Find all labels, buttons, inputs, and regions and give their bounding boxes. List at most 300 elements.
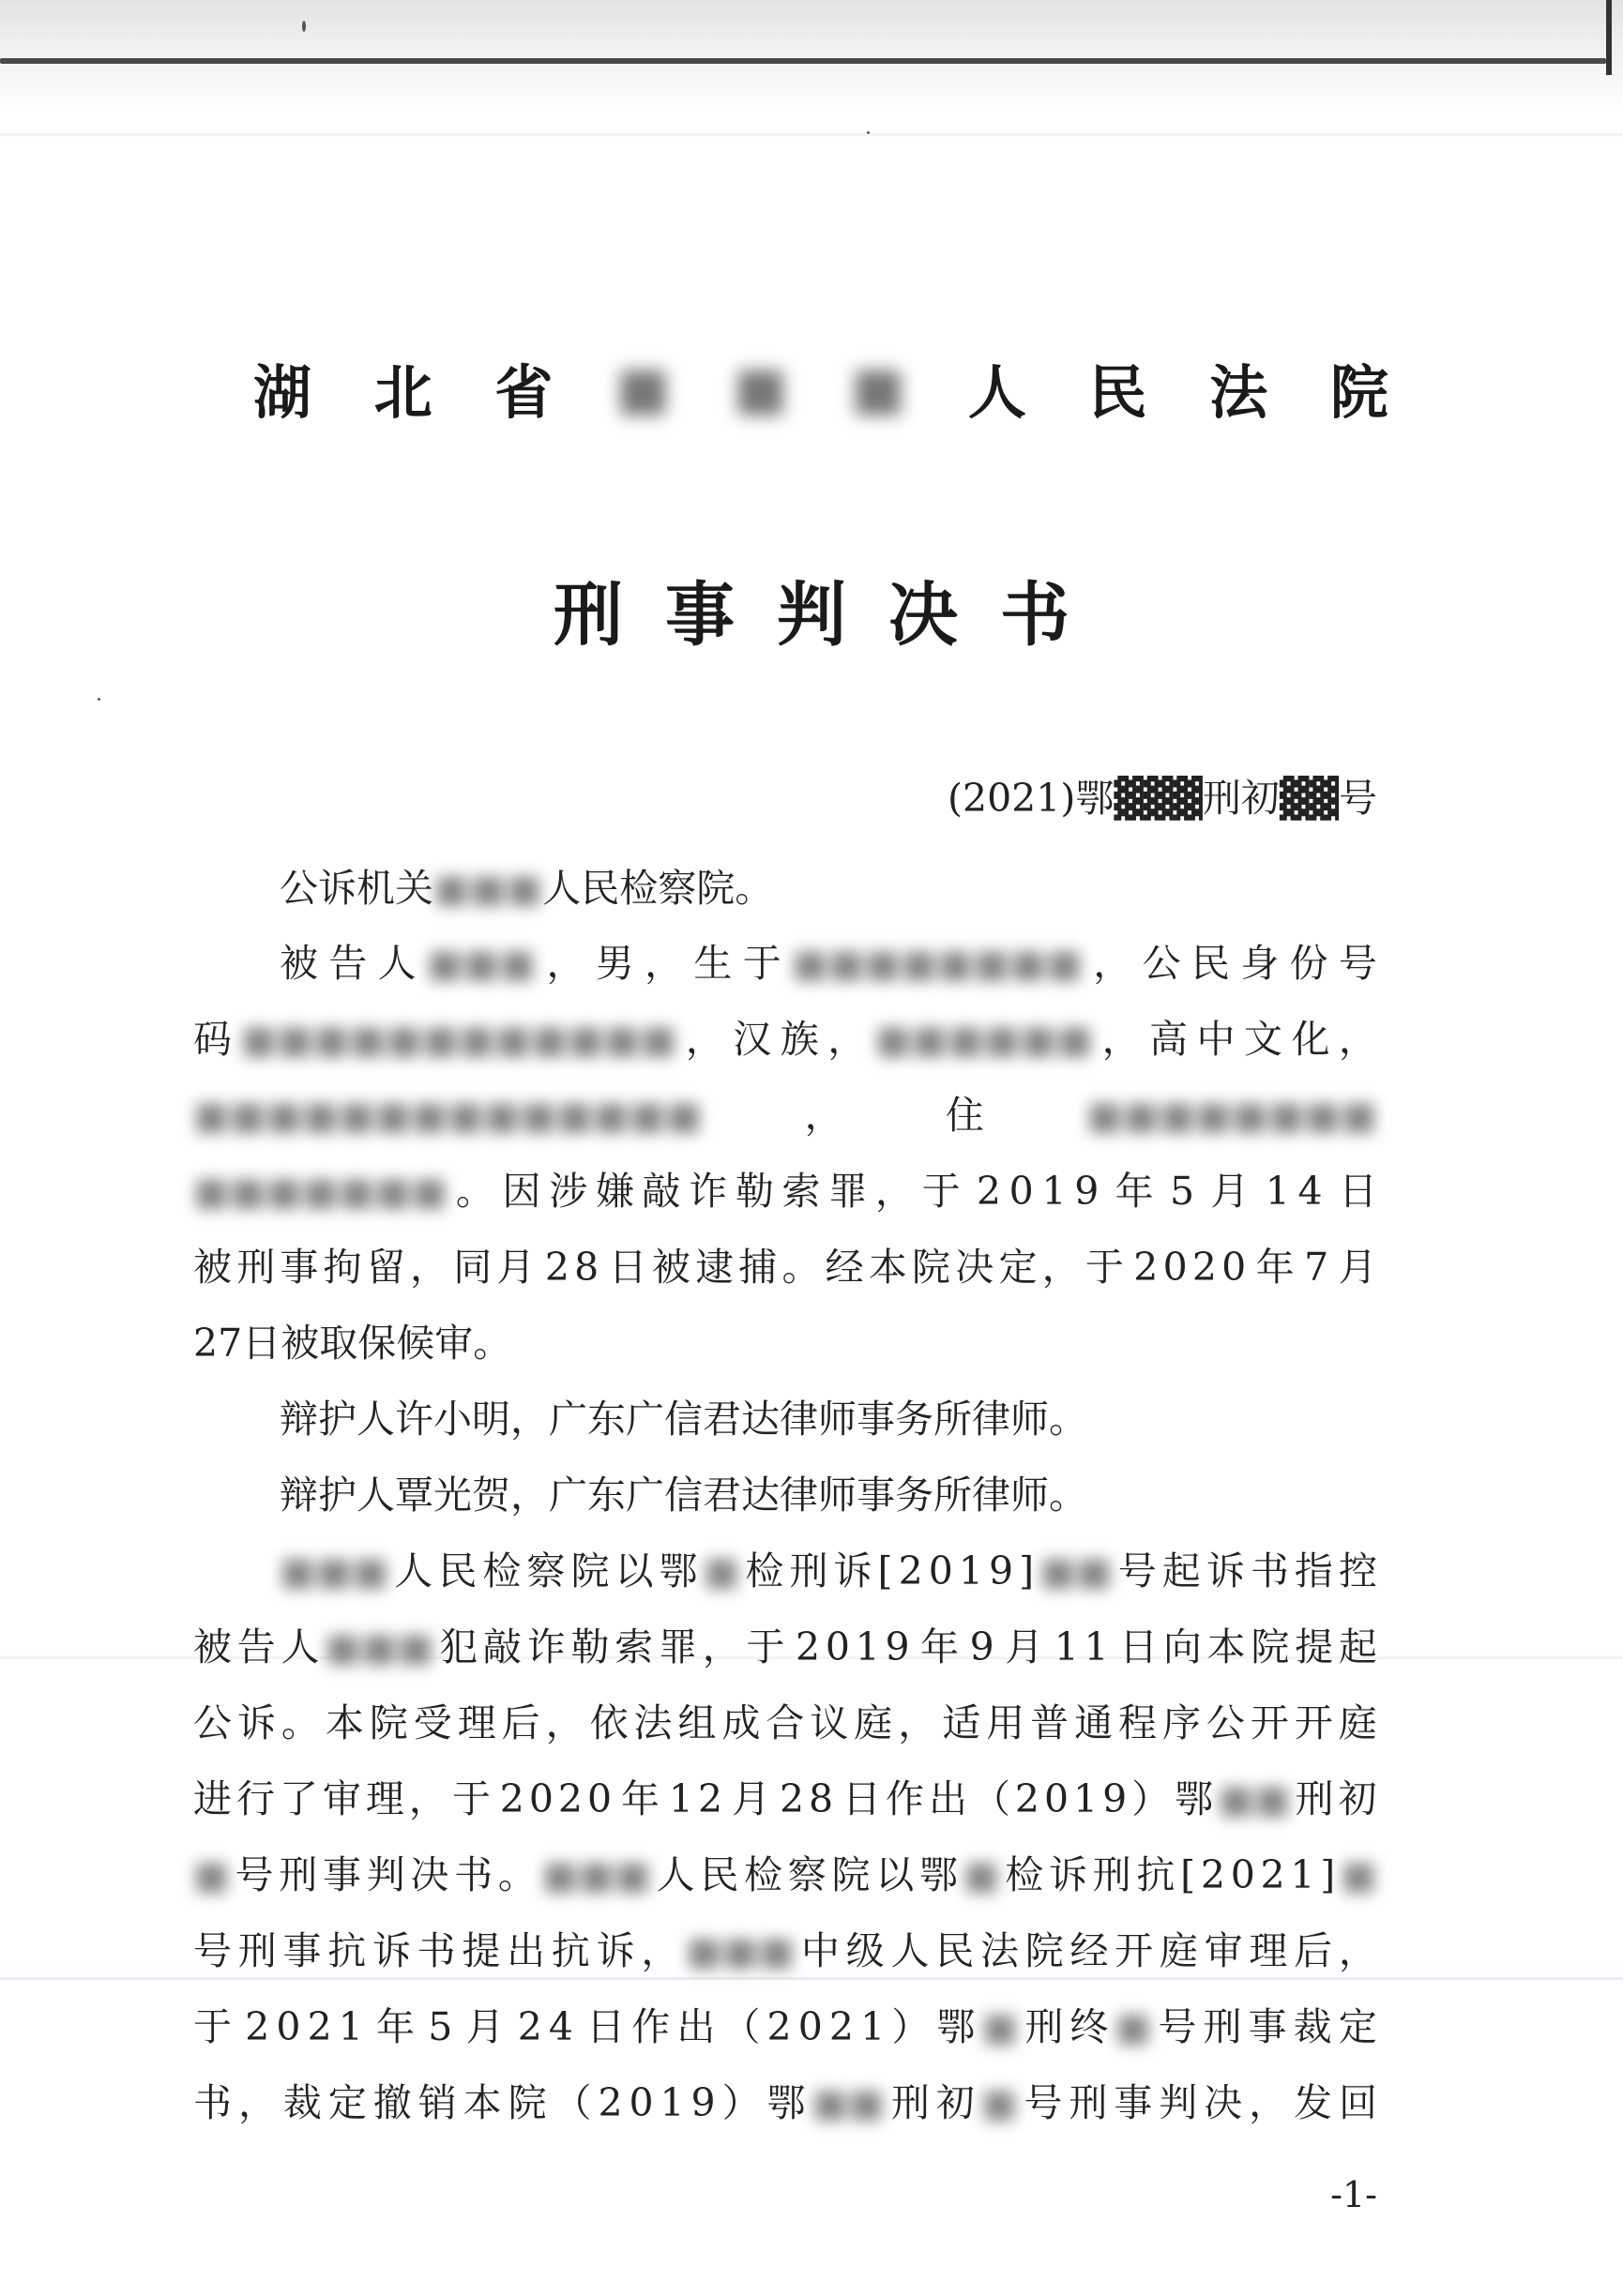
judgment-char: 诈 <box>526 1624 566 1669</box>
judgment-char: 诉 <box>372 1928 411 1973</box>
judgment-char: 检 <box>619 866 659 911</box>
judgment-char: 0 <box>586 1776 613 1821</box>
judgment-char: 初 <box>1338 1776 1377 1821</box>
judgment-char: 开 <box>1115 1928 1154 1973</box>
judgment-char: 后 <box>501 1700 540 1745</box>
judgment-char: 机 <box>356 866 395 911</box>
judgment-char: 逮 <box>695 1245 735 1290</box>
judgment-char: 0 <box>825 1624 850 1669</box>
judgment-char: ， <box>1093 941 1132 986</box>
judgment-char: 罪 <box>828 1169 868 1214</box>
judgment-line <box>193 1911 1377 1990</box>
judgment-char: 高 <box>1149 1017 1189 1062</box>
judgment-char: 。 <box>455 1169 494 1214</box>
judgment-char: 月 <box>1005 1624 1044 1669</box>
judgment-char: 律 <box>972 1473 1010 1518</box>
judgment-char: 刑 <box>1092 1852 1131 1897</box>
judgment-line <box>280 1532 1377 1610</box>
judgment-char: 民 <box>1191 941 1230 986</box>
judgment-char: 适 <box>942 1700 981 1745</box>
judgment-char: 理 <box>1249 1928 1288 1973</box>
judgment-char: 刑 <box>236 1245 276 1290</box>
redacted-text: ■ <box>1115 2004 1152 2049</box>
judgment-char: 9 <box>1102 1776 1128 1821</box>
judgment-char: 诉 <box>596 1928 635 1973</box>
judgment-char: [ <box>877 1548 893 1594</box>
judgment-char: 索 <box>781 1169 821 1214</box>
judgment-char: 于 <box>193 2004 232 2049</box>
judgment-char: 文 <box>1243 1017 1282 1062</box>
judgment-char: 号 <box>1117 1548 1157 1594</box>
judgment-char: 。 <box>473 1321 512 1366</box>
judgment-char: 1 <box>855 1624 880 1669</box>
judgment-char: ， <box>874 1169 914 1214</box>
judgment-char: 许 <box>395 1397 433 1442</box>
judgment-char: 抗 <box>327 1928 367 1973</box>
judgment-char: 0 <box>629 2080 654 2125</box>
judgment-char: 察 <box>526 1548 566 1594</box>
judgment-char: 依 <box>589 1700 629 1745</box>
judgment-char: 覃 <box>395 1473 433 1518</box>
judgment-char: 。 <box>497 1852 537 1897</box>
judgment-char: 院 <box>369 1700 408 1745</box>
judgment-char: ， <box>1338 1017 1377 1062</box>
judgment-char: 人 <box>281 1624 320 1669</box>
redacted-text: ■■ <box>1039 1548 1113 1594</box>
judgment-char: 日 <box>608 1245 647 1290</box>
judgment-char: 院 <box>1251 1624 1290 1669</box>
judgment-char: 达 <box>741 1397 780 1442</box>
judgment-char: 广 <box>626 1473 664 1518</box>
judgment-char: 师 <box>1010 1397 1049 1442</box>
judgment-line <box>193 1684 1377 1762</box>
judgment-char: 年 <box>1255 1245 1295 1290</box>
judgment-char: 1 <box>1265 1169 1290 1214</box>
judgment-char: 敲 <box>482 1624 522 1669</box>
judgment-line <box>280 924 1377 1003</box>
judgment-char: 2 <box>193 1321 219 1366</box>
judgment-char: 勒 <box>570 1624 610 1669</box>
redacted-char: ■ <box>615 353 671 422</box>
judgment-char: 广 <box>626 1397 664 1442</box>
redacted-text: ■■■■■■■■ <box>1086 1093 1377 1138</box>
judgment-char: 序 <box>1161 1700 1201 1745</box>
scan-edge-mark <box>1606 0 1612 75</box>
judgment-char: 2 <box>1133 1245 1159 1290</box>
judgment-char: 日 <box>1338 1169 1377 1214</box>
judgment-char: 护 <box>318 1473 356 1518</box>
judgment-char: 公 <box>1142 941 1181 986</box>
judgment-char: 务 <box>895 1473 933 1518</box>
judgment-char: 检 <box>1005 1852 1044 1897</box>
judgment-char: 0 <box>1043 1776 1069 1821</box>
judgment-char: 人 <box>394 1548 433 1594</box>
judgment-char: 诉 <box>236 1700 276 1745</box>
judgment-char: 月 <box>1210 1169 1250 1214</box>
judgment-char: 出 <box>928 1776 967 1821</box>
judgment-char: 捕 <box>738 1245 778 1290</box>
judgment-line <box>280 849 1377 928</box>
judgment-char: ， <box>804 1093 843 1138</box>
document-title-char: 刑 <box>554 575 623 656</box>
judgment-char: 身 <box>1240 941 1280 986</box>
judgment-char: 回 <box>1338 2080 1377 2125</box>
judgment-char: 判 <box>1159 2080 1198 2125</box>
judgment-char: 5 <box>428 2004 453 2049</box>
judgment-char: 1 <box>1041 1169 1067 1214</box>
judgment-char: ， <box>545 1700 584 1745</box>
judgment-char: 书 <box>454 1852 493 1897</box>
judgment-char: 民 <box>935 1928 975 1973</box>
judgment-char: 4 <box>548 2004 573 2049</box>
court-title <box>253 345 1388 430</box>
judgment-char: 本 <box>868 1245 907 1290</box>
judgment-char: 事 <box>322 1852 361 1897</box>
judgment-char: 合 <box>766 1700 805 1745</box>
judgment-char: 鄂 <box>936 2004 976 2049</box>
judgment-char: 公 <box>280 866 318 911</box>
judgment-char: 人 <box>377 941 417 986</box>
judgment-char: 律 <box>780 1473 818 1518</box>
judgment-char: 所 <box>933 1473 972 1518</box>
judgment-char: 法 <box>633 1700 673 1745</box>
judgment-char: 销 <box>417 2080 457 2125</box>
judgment-char: 撤 <box>372 2080 412 2125</box>
document-title-char: 判 <box>777 575 846 656</box>
judgment-char: 同 <box>453 1245 493 1290</box>
judgment-char: ] <box>1320 1852 1336 1897</box>
judgment-char: 审 <box>322 1776 361 1821</box>
judgment-char: 1 <box>668 1776 693 1821</box>
judgment-char: 于 <box>451 1776 491 1821</box>
judgment-char: 2 <box>1260 1852 1285 1897</box>
judgment-char: 决 <box>1204 2080 1243 2125</box>
judgment-char: 民 <box>438 1548 478 1594</box>
judgment-char: 东 <box>587 1397 626 1442</box>
judgment-char: 裁 <box>282 2080 322 2125</box>
judgment-char: 刑 <box>890 2080 930 2125</box>
judgment-char: 以 <box>875 1852 915 1897</box>
judgment-char: 诉 <box>1048 1852 1087 1897</box>
judgment-char: 1 <box>958 1548 983 1594</box>
judgment-char: 起 <box>1338 1624 1377 1669</box>
judgment-char: ， <box>1249 2080 1288 2125</box>
judgment-char: 察 <box>658 866 697 911</box>
court-title-char: 北 <box>373 357 432 427</box>
judgment-char: 被 <box>193 1245 232 1290</box>
judgment-char: 本 <box>1206 1624 1246 1669</box>
judgment-line <box>193 1987 1377 2066</box>
judgment-char: 君 <box>703 1397 741 1442</box>
judgment-char: 候 <box>396 1321 435 1366</box>
judgment-char: 公 <box>193 1700 232 1745</box>
judgment-char: 号 <box>193 1928 232 1973</box>
judgment-char: 2 <box>499 1776 524 1821</box>
judgment-char: 2 <box>544 1245 569 1290</box>
judgment-char: 日 <box>242 1321 281 1366</box>
redacted-text: ■■■ <box>433 866 543 911</box>
judgment-char: 鄂 <box>659 1548 698 1594</box>
judgment-char: 号 <box>1024 2080 1063 2125</box>
redacted-text: ■ <box>963 1852 1000 1897</box>
judgment-char: 定 <box>1338 2004 1377 2049</box>
judgment-char: 人 <box>356 1473 395 1518</box>
judgment-char: 月 <box>496 1245 536 1290</box>
judgment-char: 律 <box>780 1397 818 1442</box>
judgment-char: 以 <box>614 1548 654 1594</box>
judgment-char: 初 <box>935 2080 975 2125</box>
page-number: -1- <box>1330 2174 1377 2215</box>
judgment-char: 索 <box>614 1624 654 1669</box>
document-title-char: 决 <box>888 575 958 656</box>
judgment-char: 通 <box>1074 1700 1114 1745</box>
judgment-char: 4 <box>1297 1169 1323 1214</box>
judgment-char: 刑 <box>1295 1776 1334 1821</box>
judgment-char: 定 <box>327 2080 367 2125</box>
judgment-char: 书 <box>1250 1548 1289 1594</box>
redacted-text: ■ <box>193 1852 230 1897</box>
judgment-char: 被 <box>280 941 318 986</box>
judgment-char: 0 <box>276 2004 301 2049</box>
judgment-line <box>193 1608 1377 1686</box>
judgment-char: 了 <box>279 1776 318 1821</box>
judgment-char: 事 <box>1114 2080 1153 2125</box>
judgment-char: 决 <box>955 1245 994 1290</box>
judgment-char: ） <box>721 2080 761 2125</box>
judgment-char: 码 <box>193 1017 232 1062</box>
judgment-char: 东 <box>587 1473 626 1518</box>
redacted-char: ■ <box>733 353 788 422</box>
judgment-char: 刑 <box>1069 2080 1108 2125</box>
judgment-char: 0 <box>1221 1245 1247 1290</box>
judgment-char: 化 <box>1291 1017 1330 1062</box>
judgment-char: 作 <box>886 1776 924 1821</box>
judgment-char: 被 <box>281 1321 320 1366</box>
judgment-line <box>280 1380 1377 1458</box>
judgment-char: 察 <box>787 1852 827 1897</box>
judgment-char: 信 <box>664 1473 703 1518</box>
judgment-char: 0 <box>928 1548 953 1594</box>
judgment-char: （ <box>553 2080 592 2125</box>
judgment-char: 普 <box>1030 1700 1069 1745</box>
judgment-char: 2 <box>245 2004 270 2049</box>
judgment-char: 书 <box>417 1928 456 1973</box>
scan-speck <box>98 698 100 701</box>
redacted-text: ■■■■■■ <box>874 1017 1094 1062</box>
judgment-char: 9 <box>690 2080 716 2125</box>
judgment-char: 2 <box>766 2004 792 2049</box>
judgment-line <box>280 1456 1377 1534</box>
document-title <box>554 563 1069 657</box>
court-title-char: 湖 <box>253 357 312 427</box>
judgment-char: 生 <box>693 941 733 986</box>
judgment-char: 族 <box>780 1017 819 1062</box>
judgment-char: 住 <box>945 1093 984 1138</box>
judgment-char: 理 <box>457 1700 496 1745</box>
judgment-line <box>193 1304 1377 1382</box>
redacted-text: ■ <box>1340 1852 1377 1897</box>
judgment-char: 0 <box>797 2004 823 2049</box>
judgment-char: 1 <box>1054 1624 1079 1669</box>
judgment-char: 行 <box>235 1776 275 1821</box>
redacted-text: ■ <box>980 2080 1018 2125</box>
judgment-char: 刑 <box>789 1548 828 1594</box>
judgment-char: 2 <box>1014 1776 1039 1821</box>
judgment-line <box>193 1152 1377 1231</box>
judgment-char: 审 <box>434 1321 474 1366</box>
judgment-char: ， <box>237 2080 277 2125</box>
judgment-char: 9 <box>969 1624 994 1669</box>
judgment-char: 决 <box>410 1852 449 1897</box>
judgment-char: 开 <box>1294 1700 1333 1745</box>
judgment-char: 辩 <box>280 1473 318 1518</box>
judgment-char: 中 <box>801 1928 841 1973</box>
judgment-char: 敲 <box>642 1169 681 1214</box>
judgment-char: 民 <box>700 1852 739 1897</box>
judgment-char: 。 <box>281 1700 320 1745</box>
judgment-char: 8 <box>574 1245 599 1290</box>
judgment-char: 抗 <box>551 1928 590 1973</box>
judgment-char: 人 <box>542 866 582 911</box>
judgment-char: 年 <box>620 1776 660 1821</box>
judgment-char: ] <box>1019 1548 1035 1594</box>
judgment-char: 议 <box>810 1700 849 1745</box>
judgment-char: 号 <box>235 1852 274 1897</box>
judgment-char: 2 <box>976 1169 1001 1214</box>
judgment-char: （ <box>721 2004 761 2049</box>
judgment-char: ） <box>1131 1776 1171 1821</box>
judgment-char: 律 <box>972 1397 1010 1442</box>
judgment-char: 检 <box>744 1852 783 1897</box>
judgment-char: 。 <box>781 1245 821 1290</box>
judgment-char: 1 <box>1290 1852 1315 1897</box>
judgment-char: 君 <box>703 1473 741 1518</box>
judgment-char: 诈 <box>689 1169 728 1214</box>
judgment-char: 庭 <box>854 1700 893 1745</box>
judgment-char: 师 <box>1010 1473 1049 1518</box>
judgment-char: ， <box>702 1624 741 1669</box>
judgment-char: 出 <box>507 1928 546 1973</box>
judgment-char: 公 <box>1206 1700 1245 1745</box>
redacted-text: ■■■ <box>686 1928 796 1973</box>
judgment-char: ， <box>408 1776 447 1821</box>
judgment-char: 师 <box>818 1473 857 1518</box>
redacted-text: ■■■ <box>426 941 537 986</box>
judgment-char: 男 <box>595 941 634 986</box>
judgment-char: 于 <box>921 1169 961 1214</box>
judgment-char: 达 <box>741 1473 780 1518</box>
judgment-char: 月 <box>1338 1245 1377 1290</box>
judgment-char: 。 <box>735 866 774 911</box>
judgment-char: ， <box>1041 1245 1081 1290</box>
judgment-char: 被 <box>651 1245 690 1290</box>
court-title-char: 民 <box>1088 357 1147 427</box>
redacted-text: ■■■■■■■■ <box>792 941 1083 986</box>
judgment-char: 关 <box>395 866 433 911</box>
judgment-char: 书 <box>193 2080 232 2125</box>
judgment-char: 刑 <box>237 1928 277 1973</box>
judgment-char: 贺 <box>472 1473 510 1518</box>
judgment-char: 中 <box>1196 1017 1236 1062</box>
judgment-char: 提 <box>1295 1624 1334 1669</box>
judgment-char: 7 <box>1304 1245 1329 1290</box>
judgment-char: 经 <box>1069 1928 1109 1973</box>
judgment-char: 因 <box>502 1169 541 1214</box>
judgment-char: 1 <box>660 2080 685 2125</box>
judgment-char: 事 <box>1248 2004 1287 2049</box>
judgment-char: 鄂 <box>766 2080 806 2125</box>
scan-speck <box>302 21 306 32</box>
judgment-char: 提 <box>462 1928 501 1973</box>
judgment-char: 告 <box>328 941 368 986</box>
court-title-char: 院 <box>1329 357 1388 427</box>
judgment-char: 经 <box>825 1245 864 1290</box>
judgment-char: ， <box>410 1245 449 1290</box>
scan-faint-line <box>0 133 1623 136</box>
judgment-char: 院 <box>1024 1928 1064 1973</box>
judgment-char: ， <box>898 1700 937 1745</box>
judgment-char: ， <box>685 1017 724 1062</box>
judgment-char: 2 <box>795 1624 821 1669</box>
judgment-line <box>193 1000 1377 1079</box>
redacted-text: ■ <box>703 1548 740 1594</box>
judgment-char: 1 <box>1084 1624 1109 1669</box>
judgment-char: 1 <box>1073 1776 1099 1821</box>
judgment-char: 诉 <box>833 1548 872 1594</box>
court-title-char: 法 <box>1209 357 1268 427</box>
judgment-char: 小 <box>433 1397 472 1442</box>
judgment-char: 告 <box>236 1624 276 1669</box>
judgment-char: ， <box>1338 1928 1377 1973</box>
judgment-char: 庭 <box>1338 1700 1377 1745</box>
judgment-char: 人 <box>890 1928 930 1973</box>
judgment-char: 事 <box>857 1473 895 1518</box>
judgment-char: 月 <box>465 2004 505 2049</box>
judgment-char: 刑 <box>1203 2004 1242 2049</box>
judgment-char: 人 <box>356 1397 395 1442</box>
judgment-char: 取 <box>319 1321 358 1366</box>
judgment-char: 光 <box>433 1473 472 1518</box>
judgment-char: 广 <box>549 1397 587 1442</box>
judgment-char: 控 <box>1338 1548 1377 1594</box>
judgment-char: 0 <box>1162 1245 1188 1290</box>
judgment-char: 师 <box>818 1397 857 1442</box>
judgment-char: 本 <box>463 2080 502 2125</box>
judgment-char: 日 <box>586 2004 626 2049</box>
judgment-char: 拘 <box>323 1245 362 1290</box>
judgment-char: 日 <box>842 1776 882 1821</box>
judgment-line <box>193 1835 1377 1914</box>
judgment-char: 信 <box>664 1397 703 1442</box>
judgment-char: 犯 <box>439 1624 478 1669</box>
judgment-char: 刑 <box>1024 2004 1064 2049</box>
judgment-char: 审 <box>1204 1928 1243 1973</box>
judgment-char: ， <box>641 1928 680 1973</box>
judgment-line <box>193 2063 1377 2142</box>
judgment-char: 后 <box>1294 1928 1333 1973</box>
judgment-line <box>193 1228 1377 1307</box>
judgment-char: 。 <box>1049 1397 1087 1442</box>
redacted-text: ■■■■■■■ <box>193 1169 448 1214</box>
judgment-char: 检 <box>745 1548 784 1594</box>
judgment-char: 作 <box>631 2004 671 2049</box>
redacted-text: ■■■■■■■■■■■■■■ <box>193 1093 703 1138</box>
judgment-char: 院 <box>696 866 736 911</box>
judgment-line <box>193 1760 1377 1838</box>
redacted-text: ■■■■■■■■■■■■ <box>240 1017 677 1062</box>
judgment-char: 于 <box>746 1624 785 1669</box>
judgment-char: 所 <box>933 1397 972 1442</box>
